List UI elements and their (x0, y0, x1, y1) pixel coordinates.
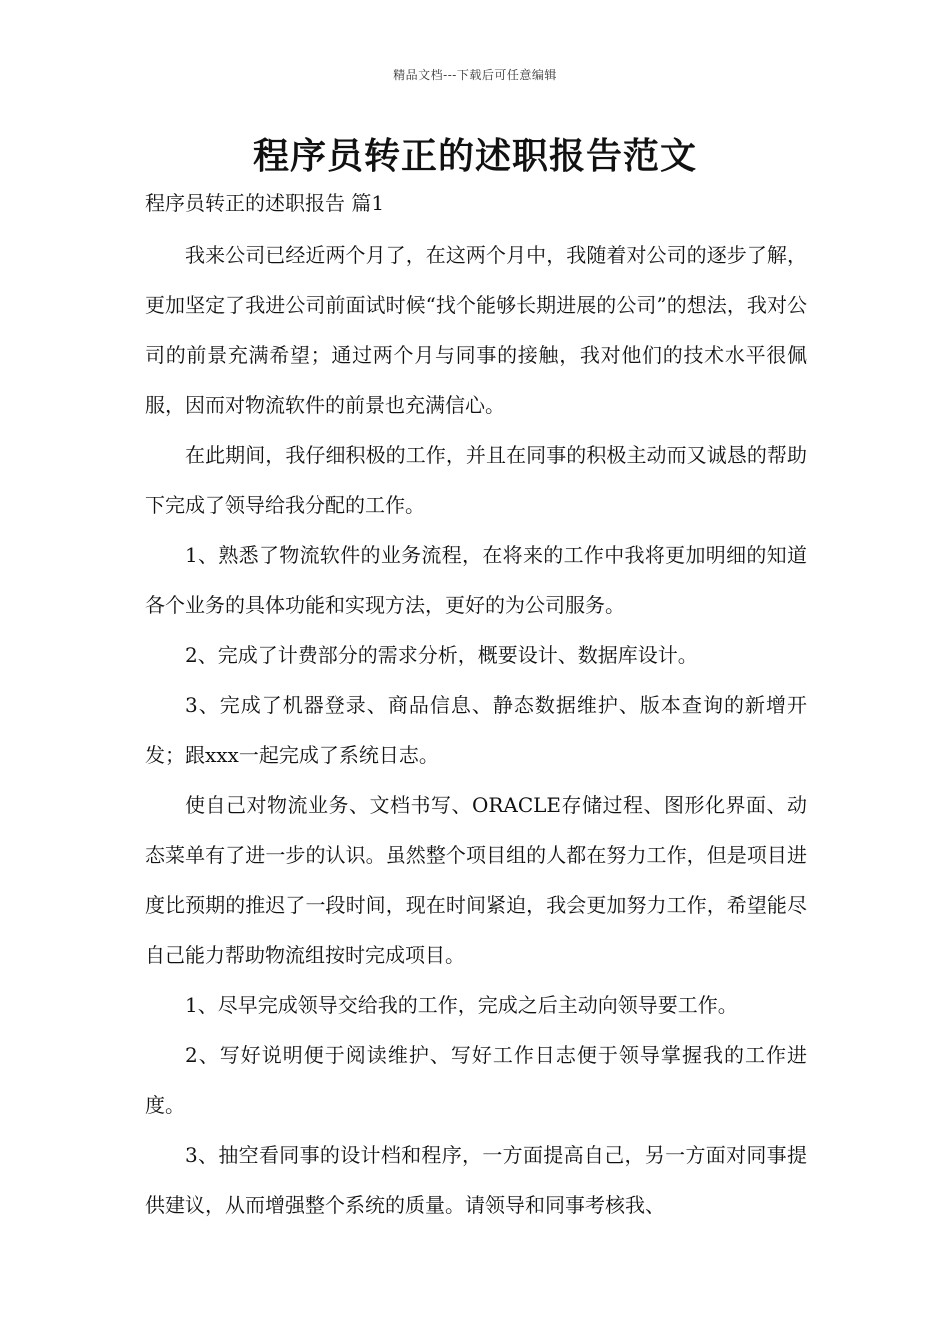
paragraph: 1、尽早完成领导交给我的工作，完成之后主动向领导要工作。 (185, 993, 738, 1017)
paragraph: 1、熟悉了物流软件的业务流程，在将来的工作中我将更加明细的知道各个业务的具体功能和实现方法，更好的为公司服务。 (145, 543, 807, 617)
document-title: 程序员转正的述职报告范文 (252, 135, 697, 177)
paragraph: 我来公司已经近两个月了，在这两个月中，我随着对公司的逐步了解，更加坚定了我进公司前面试时候“找个能够长期进展的公司”的想法，我对公司的前景充满希望；通过两个月与同事的接触，我对他们的技术水平很佩服，因而对物流软件的前景也充满信心。 (145, 243, 807, 417)
body-text (145, 230, 807, 1230)
section-heading: 程序员转正的述职报告 篇1 (145, 191, 385, 215)
paragraph: 2、写好说明便于阅读维护、写好工作日志便于领导掌握我的工作进度。 (145, 1043, 807, 1117)
paragraph: 在此期间，我仔细积极的工作，并且在同事的积极主动而又诚恳的帮助下完成了领导给我分配的工作。 (145, 443, 807, 517)
paragraph: 3、完成了机器登录、商品信息、静态数据维护、版本查询的新增开发；跟xxx一起完成了系统日志。 (145, 693, 807, 767)
paragraph: 3、抽空看同事的设计档和程序，一方面提高自己，另一方面对同事提供建议，从而增强整个系统的质量。请领导和同事考核我、 (145, 1143, 807, 1217)
paragraph: 使自己对物流业务、文档书写、ORACLE存储过程、图形化界面、动态菜单有了进一步的认识。虽然整个项目组的人都在努力工作，但是项目进度比预期的推迟了一段时间，现在时间紧迫，我会更加努力工作，希望能尽自己能力帮助物流组按时完成项目。 (145, 793, 807, 967)
header-note: 精品文档---下载后可任意编辑 (393, 68, 557, 82)
paragraph: 2、完成了计费部分的需求分析，概要设计、数据库设计。 (185, 643, 698, 667)
